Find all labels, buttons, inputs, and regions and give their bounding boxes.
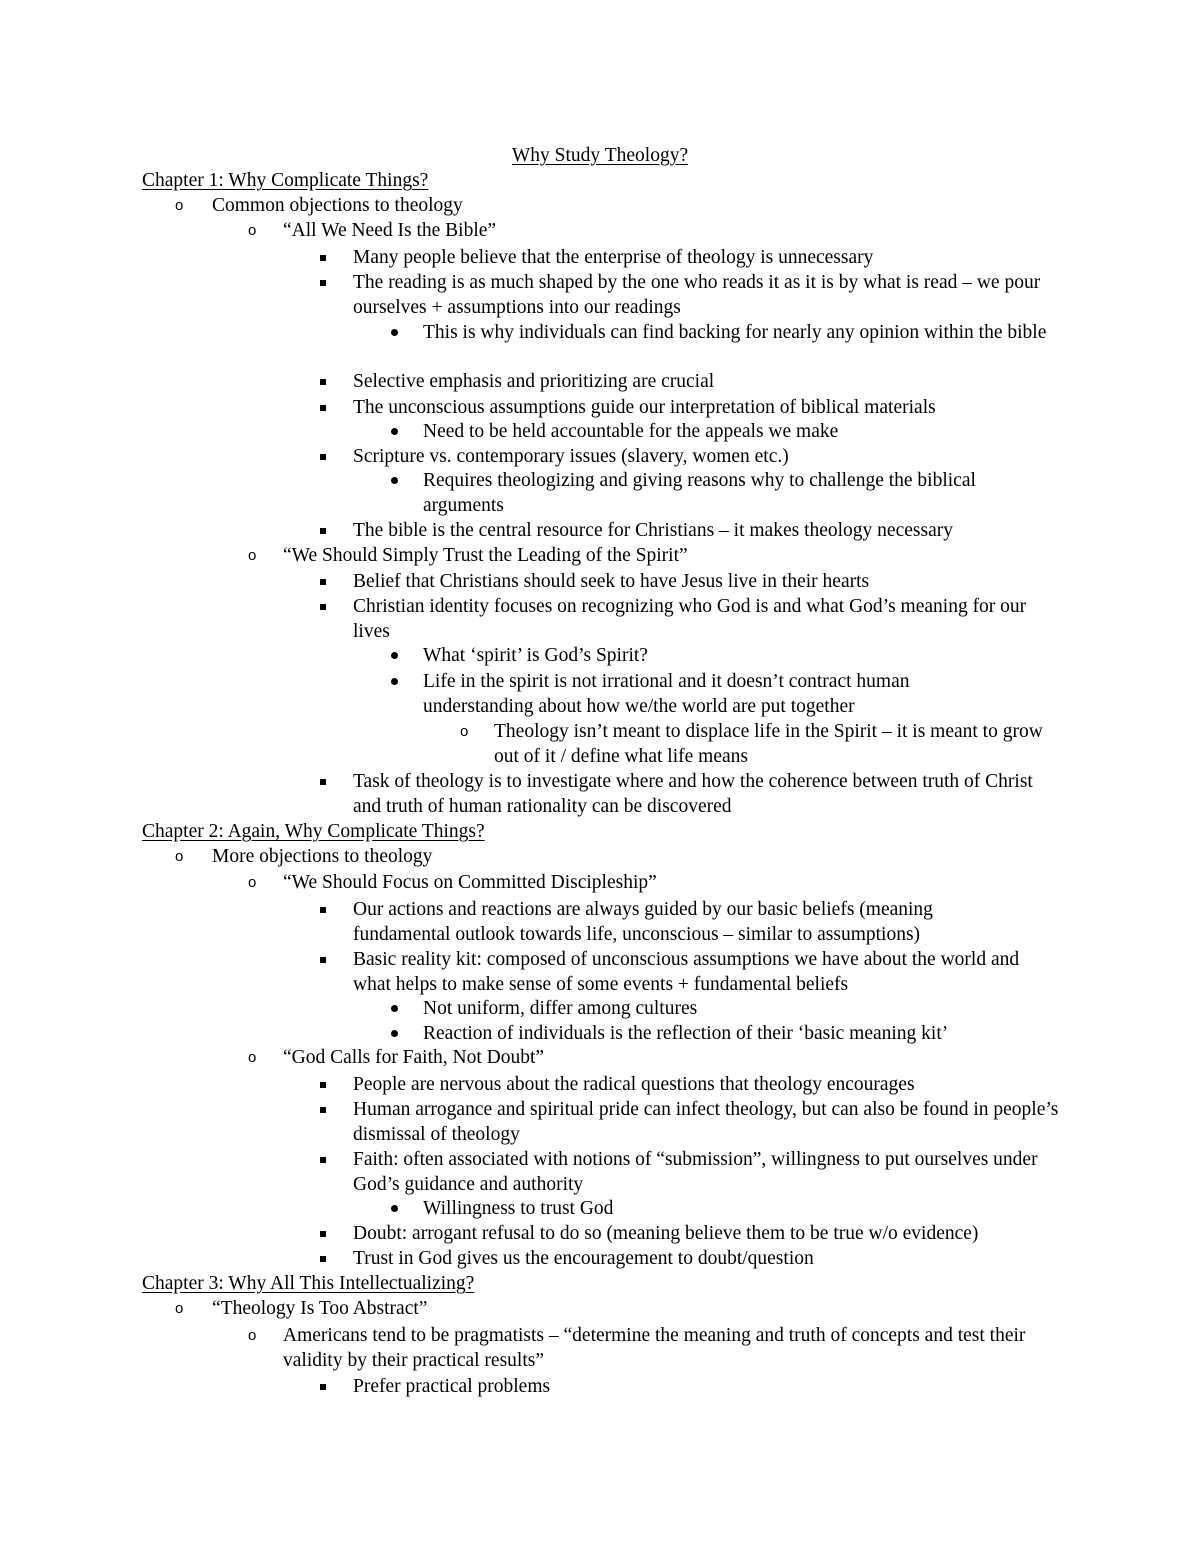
circle-bullet-icon: o — [248, 1049, 257, 1066]
outline-item: Doubt: arrogant refusal to do so (meaning believe them to be true w/o evidence) — [353, 1221, 1063, 1246]
dot-bullet-icon — [391, 329, 398, 336]
outline-item: The unconscious assumptions guide our interpretation of biblical materials — [353, 395, 1058, 420]
outline-item: Christian identity focuses on recognizing who God is and what God’s meaning for our lives — [353, 594, 1058, 644]
outline-item: This is why individuals can find backing for nearly any opinion within the bible — [423, 320, 1053, 345]
outline-item: Prefer practical problems — [353, 1374, 1058, 1399]
outline-item: Scripture vs. contemporary issues (slavery, women etc.) — [353, 444, 1058, 469]
outline-item: Not uniform, differ among cultures — [423, 996, 1053, 1021]
square-bullet-icon — [320, 579, 326, 585]
circle-bullet-icon: o — [175, 1300, 184, 1317]
circle-bullet-icon: o — [248, 222, 257, 239]
square-bullet-icon — [320, 907, 326, 913]
circle-bullet-icon: o — [248, 874, 257, 891]
outline-item: What ‘spirit’ is God’s Spirit? — [423, 643, 1053, 668]
circle-bullet-icon: o — [248, 547, 257, 564]
dot-bullet-icon — [391, 1005, 398, 1012]
chapter-heading: Chapter 3: Why All This Intellectualizing? — [142, 1273, 475, 1294]
outline-item: The reading is as much shaped by the one who reads it as it is by what is read – we pour ourselves + assumptions into our readings — [353, 270, 1058, 320]
document-title: Why Study Theology? — [511, 145, 689, 166]
outline-item: Task of theology is to investigate where and how the coherence between truth of Christ and truth of human rationality can be discovered — [353, 769, 1058, 819]
outline-item: Trust in God gives us the encouragement to doubt/question — [353, 1246, 1058, 1271]
outline-item: The bible is the central resource for Christians – it makes theology necessary — [353, 518, 1058, 543]
circle-bullet-icon: o — [175, 848, 184, 865]
dot-bullet-icon — [391, 1030, 398, 1037]
square-bullet-icon — [320, 1107, 326, 1113]
outline-item: o More objections to theology — [175, 846, 433, 867]
square-bullet-icon — [320, 379, 326, 385]
outline-item: o Common objections to theology — [175, 195, 463, 216]
square-bullet-icon — [320, 1384, 326, 1390]
square-bullet-icon — [320, 957, 326, 963]
square-bullet-icon — [320, 779, 326, 785]
chapter-heading: Chapter 1: Why Complicate Things? — [142, 170, 429, 191]
outline-item: Belief that Christians should seek to have Jesus live in their hearts — [353, 569, 1058, 594]
outline-item: Human arrogance and spiritual pride can infect theology, but can also be found in people’s dismissal of theology — [353, 1097, 1063, 1147]
outline-item: o “We Should Focus on Committed Discipleship” — [248, 872, 657, 893]
dot-bullet-icon — [391, 1205, 398, 1212]
outline-item: Need to be held accountable for the appeals we make — [423, 419, 1053, 444]
square-bullet-icon — [320, 1256, 326, 1262]
outline-item: Many people believe that the enterprise of theology is unnecessary — [353, 245, 1058, 270]
square-bullet-icon — [320, 1082, 326, 1088]
dot-bullet-icon — [391, 428, 398, 435]
outline-item: Willingness to trust God — [423, 1196, 1053, 1221]
outline-item: Selective emphasis and prioritizing are crucial — [353, 369, 1058, 394]
outline-item: Requires theologizing and giving reasons why to challenge the biblical arguments — [423, 468, 1053, 518]
outline-item: o “All We Need Is the Bible” — [248, 220, 497, 241]
outline-item: o “God Calls for Faith, Not Doubt” — [248, 1047, 545, 1068]
square-bullet-icon — [320, 405, 326, 411]
outline-item: Basic reality kit: composed of unconscious assumptions we have about the world and what helps to make sense of some events + fundamental beliefs — [353, 947, 1058, 997]
square-bullet-icon — [320, 528, 326, 534]
dot-bullet-icon — [391, 652, 398, 659]
circle-bullet-icon: o — [175, 197, 184, 214]
circle-bullet-icon: o — [248, 1327, 257, 1344]
outline-item: o Americans tend to be pragmatists – “determine the meaning and truth of concepts and test their validity by their practical results” — [248, 1325, 1026, 1371]
outline-item: Reaction of individuals is the reflection of their ‘basic meaning kit’ — [423, 1021, 1053, 1046]
outline-item: Our actions and reactions are always guided by our basic beliefs (meaning fundamental outlook towards life, unconscious – similar to assumptions) — [353, 897, 1033, 947]
chapter-heading: Chapter 2: Again, Why Complicate Things? — [142, 821, 485, 842]
square-bullet-icon — [320, 454, 326, 460]
outline-item: People are nervous about the radical questions that theology encourages — [353, 1072, 1058, 1097]
square-bullet-icon — [320, 1157, 326, 1163]
outline-item: Life in the spirit is not irrational and it doesn’t contract human understanding about how we/the world are put together — [423, 669, 983, 719]
dot-bullet-icon — [391, 477, 398, 484]
dot-bullet-icon — [391, 678, 398, 685]
square-bullet-icon — [320, 280, 326, 286]
outline-item: o “We Should Simply Trust the Leading of the Spirit” — [248, 545, 688, 566]
outline-item: Faith: often associated with notions of “submission”, willingness to put ourselves under God’s guidance and authority — [353, 1147, 1063, 1197]
outline-item: o “Theology Is Too Abstract” — [175, 1298, 428, 1319]
square-bullet-icon — [320, 1231, 326, 1237]
square-bullet-icon — [320, 604, 326, 610]
square-bullet-icon — [320, 255, 326, 261]
circle-bullet-icon: o — [460, 723, 469, 740]
outline-item: o Theology isn’t meant to displace life in the Spirit – it is meant to grow out of it / define what life means — [460, 721, 1043, 767]
